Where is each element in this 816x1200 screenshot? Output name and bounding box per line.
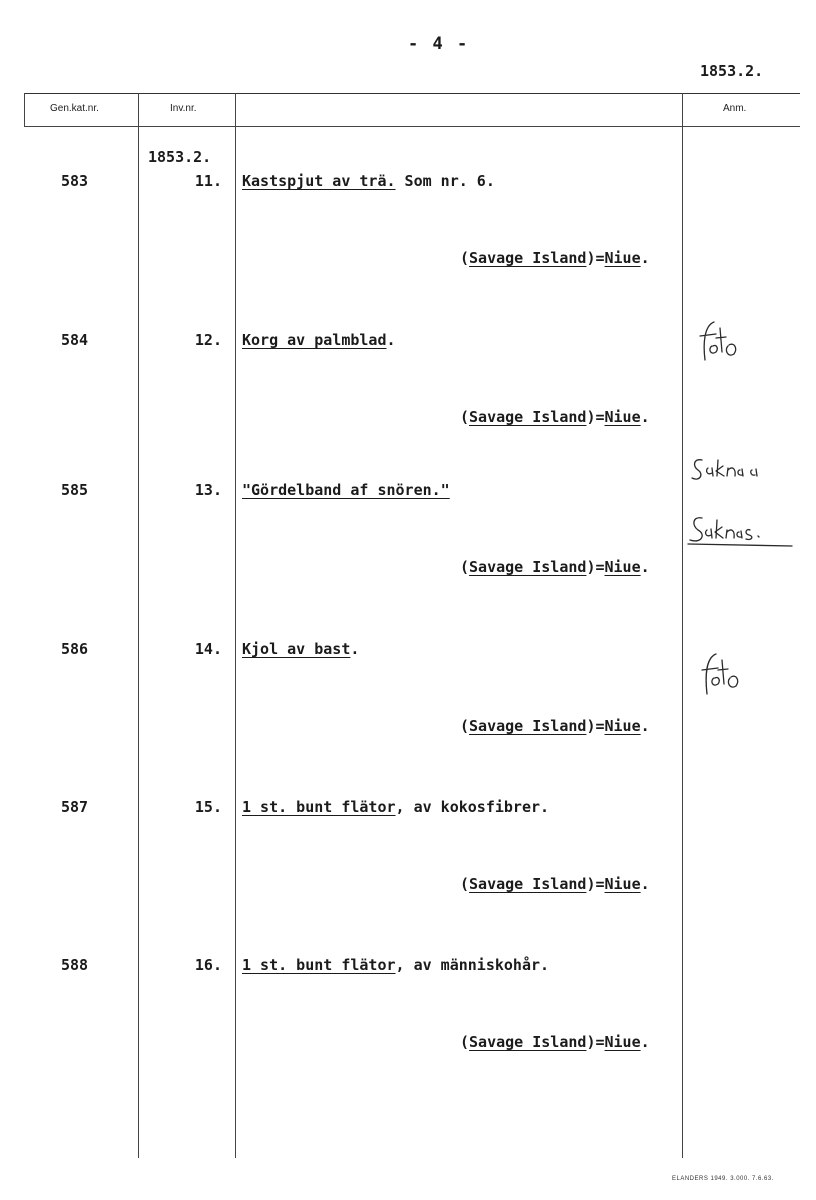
- location-place: Savage Island: [469, 717, 587, 735]
- location-equals: )=: [586, 875, 605, 893]
- location-period: .: [640, 875, 650, 893]
- description-title: Kjol av bast: [242, 640, 351, 658]
- description-title: "Gördelband af snören.": [242, 481, 450, 499]
- location-paren: (: [460, 1033, 470, 1051]
- description-extra: .: [386, 331, 396, 349]
- location-name: Niue: [604, 717, 641, 735]
- location-period: .: [640, 249, 650, 267]
- description-extra: , av kokosfibrer.: [395, 798, 550, 816]
- page-number: - 4 -: [408, 34, 470, 54]
- gen-kat-nr: 588: [61, 956, 89, 974]
- location-place: Savage Island: [469, 875, 587, 893]
- column-header-gen-kat-nr: Gen.kat.nr.: [50, 103, 99, 114]
- inv-nr: 14.: [194, 640, 222, 658]
- column-header-anm: Anm.: [723, 103, 747, 114]
- location-name: Niue: [604, 558, 641, 576]
- catalog-id: 1853.2.: [700, 62, 764, 80]
- handwritten-note-foto: [702, 654, 738, 694]
- location-paren: (: [460, 558, 470, 576]
- location-place: Savage Island: [469, 1033, 587, 1051]
- location-equals: )=: [586, 1033, 605, 1051]
- location-name: Niue: [604, 249, 641, 267]
- printer-mark: ELANDERS 1949. 3.000. 7.6.63.: [672, 1176, 774, 1182]
- gen-kat-nr: 586: [61, 640, 89, 658]
- location-paren: (: [460, 717, 470, 735]
- location-period: .: [640, 408, 650, 426]
- description-extra: .: [350, 640, 360, 658]
- gen-kat-nr: 583: [61, 172, 89, 190]
- inv-year-label: 1853.2.: [148, 148, 212, 166]
- column-header-inv-nr: Inv.nr.: [170, 103, 197, 114]
- inv-nr: 13.: [194, 481, 222, 499]
- location-equals: )=: [586, 558, 605, 576]
- location-period: .: [640, 1033, 650, 1051]
- location-paren: (: [460, 408, 470, 426]
- location-place: Savage Island: [469, 408, 587, 426]
- handwritten-note-foto: [700, 322, 736, 360]
- gen-kat-nr: 585: [61, 481, 89, 499]
- location-paren: (: [460, 875, 470, 893]
- handwritten-note-saknas-1: [692, 460, 757, 479]
- gen-kat-nr: 584: [61, 331, 89, 349]
- description-extra: , av människohår.: [395, 956, 550, 974]
- location-equals: )=: [586, 717, 605, 735]
- location-equals: )=: [586, 408, 605, 426]
- description-title: 1 st. bunt flätor: [242, 798, 396, 816]
- inv-nr: 12.: [194, 331, 222, 349]
- location-period: .: [640, 717, 650, 735]
- inv-nr: 15.: [194, 798, 222, 816]
- description-extra: Som nr. 6.: [395, 172, 495, 190]
- inv-nr: 11.: [194, 172, 222, 190]
- handwritten-note-saknas-2: [688, 518, 792, 546]
- location-period: .: [640, 558, 650, 576]
- gen-kat-nr: 587: [61, 798, 89, 816]
- description-title: Korg av palmblad: [242, 331, 387, 349]
- description-title: 1 st. bunt flätor: [242, 956, 396, 974]
- location-equals: )=: [586, 249, 605, 267]
- location-place: Savage Island: [469, 249, 587, 267]
- location-name: Niue: [604, 875, 641, 893]
- location-paren: (: [460, 249, 470, 267]
- inv-nr: 16.: [194, 956, 222, 974]
- location-name: Niue: [604, 408, 641, 426]
- location-name: Niue: [604, 1033, 641, 1051]
- location-place: Savage Island: [469, 558, 587, 576]
- description-title: Kastspjut av trä.: [242, 172, 396, 190]
